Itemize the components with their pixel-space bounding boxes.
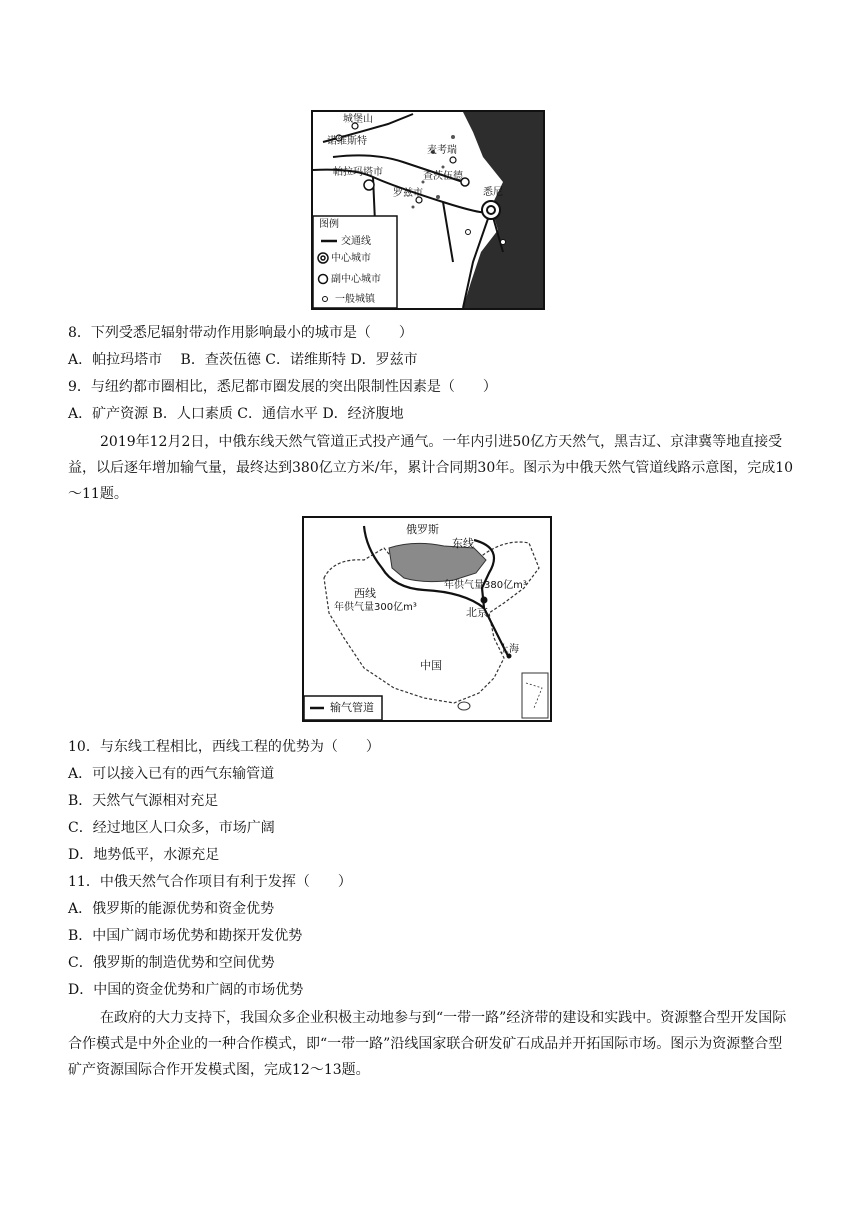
question-10-stem: 10．与东线工程相比，西线工程的优势为（ ） [68,739,380,755]
label-east-line: 东线 [452,537,474,550]
question-11-option-d: D．中国的资金优势和广阔的市场优势 [68,982,304,998]
label-rhodes: 罗兹市 [393,188,423,199]
pipeline-map [302,516,552,722]
legend-center-city: 中心城市 [331,253,371,264]
legend-town: 一般城镇 [335,294,375,305]
label-chatswood: 查茨伍德 [423,171,463,182]
label-castle-hill: 城堡山 [343,114,373,125]
legend-title: 图例 [319,219,339,230]
question-10-option-a: A．可以接入已有的西气东输管道 [68,766,275,782]
label-china: 中国 [420,659,442,672]
label-russia: 俄罗斯 [406,523,439,536]
question-11-option-b: B．中国广阔市场优势和勘探开发优势 [68,928,303,944]
passage-belt-and-road: 在政府的大力支持下，我国众多企业积极主动地参与到“一带一路”经济带的建设和实践中。资源整合型开发国际合作模式是中外企业的一种合作模式，即“一带一路”沿线国家联合研发矿石成品并开拓国际市场。图示为资源整合型矿产资源国际合作开发模式图，完成12～13题。 [68,1010,787,1078]
label-sydney: 悉尼 [483,187,503,198]
question-10-option-d: D．地势低平，水源充足 [68,847,220,863]
label-parramatta: 帕拉玛塔市 [333,167,383,178]
pipeline-map-drawing [304,518,550,720]
legend-sub-center: 副中心城市 [331,274,381,285]
parramatta-symbol [364,180,374,190]
beijing-dot [481,597,488,604]
label-macquarie: 麦考瑞 [427,145,457,156]
question-11-stem: 11．中俄天然气合作项目有利于发挥（ ） [68,874,352,890]
label-shanghai: 上海 [499,644,519,655]
question-11-option-c: C．俄罗斯的制造优势和空间优势 [68,955,275,971]
label-west-supply: 年供气量300亿m³ [334,602,417,613]
label-beijing: 北京 [466,606,488,619]
question-8-options: A．帕拉玛塔市 B．查茨伍德 C．诺维斯特 D．罗兹市 [68,352,418,368]
legend-road: 交通线 [341,236,371,247]
sydney-map [311,110,545,310]
question-8-stem: 8．下列受悉尼辐射带动作用影响最小的城市是（ ） [68,325,413,341]
question-9-stem: 9．与纽约都市圈相比，悉尼都市圈发展的突出限制性因素是（ ） [68,379,497,395]
macquarie-symbol [450,157,456,163]
label-west-line: 西线 [354,587,376,600]
passage-china-russia-pipeline: 2019年12月2日，中俄东线天然气管道正式投产通气。一年内引进50亿方天然气，黑吉辽、京津冀等地直接受益，以后逐年增加输气量，最终达到380亿立方米/年，累计合同期30年。图示为中俄天然气管道线路示意图，完成10～11题。 [68,434,794,502]
question-11-option-a: A．俄罗斯的能源优势和资金优势 [68,901,275,917]
label-norwest: 诺维斯特 [327,136,367,147]
label-east-supply: 年供气量380亿m³ [444,580,527,591]
question-10-option-c: C．经过地区人口众多，市场广阔 [68,820,275,836]
question-10-option-b: B．天然气气源相对充足 [68,793,219,809]
question-9-options: A．矿产资源 B．人口素质 C．通信水平 D．经济腹地 [68,406,404,422]
legend-pipeline: 输气管道 [330,701,374,714]
